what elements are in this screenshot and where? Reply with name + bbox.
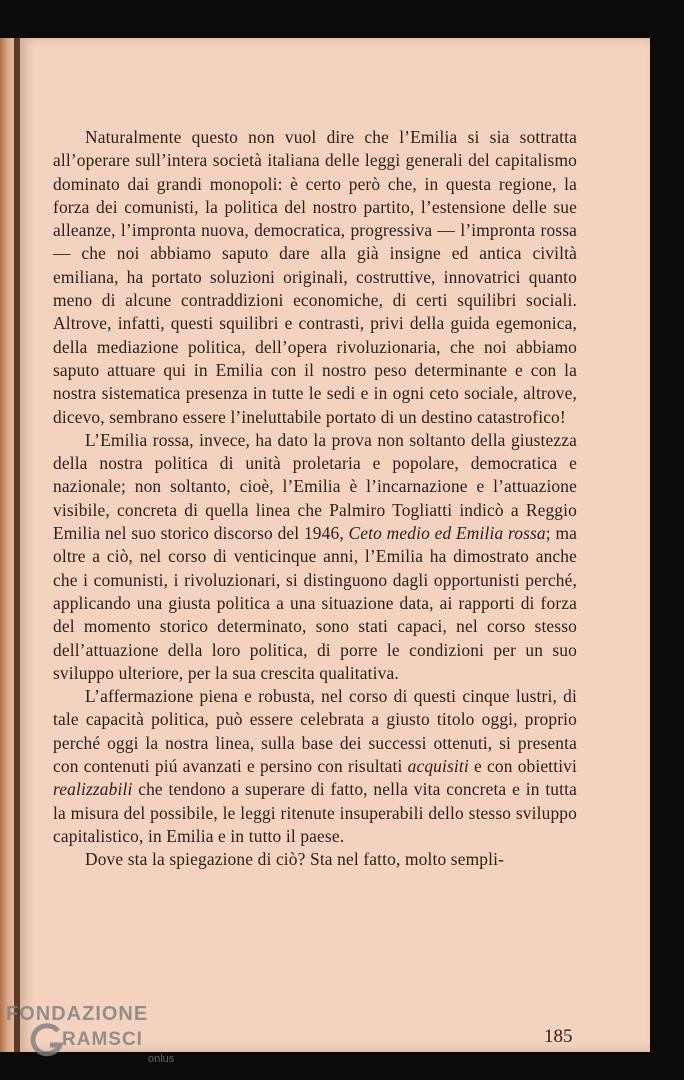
- watermark-line-2: RAMSCI: [62, 1029, 143, 1050]
- text-run: L’Emilia rossa, invece, ha dato la prova non soltanto della giustezza della nostra politica di unità proletaria e popolare, democratica e nazionale; non soltanto, cioè, l’Emilia è l’incarnazione e l’attuazione visibile, concreta di quella linea che Palmiro Togliatti indicò a Reggio Emilia nel suo storico discorso del 1946,: [53, 429, 577, 544]
- previous-page-edge: [0, 38, 14, 1052]
- paragraph-3: [53, 685, 577, 848]
- page-number: 185: [544, 1026, 573, 1047]
- watermark-line-3: onlus: [148, 1053, 175, 1065]
- fondazione-gramsci-watermark: [6, 1003, 176, 1075]
- text-run: che tendono a superare di fatto, nella vita concreta e in tutta la misura del possibile, le leggi ritenute insuperabili dello stesso sviluppo capitalistico, in Emilia e in tutto il paese.: [53, 779, 577, 846]
- paragraph-2: [53, 429, 577, 685]
- italic-word: realizzabili: [53, 779, 133, 800]
- text-run: ; ma oltre a ciò, nel corso di venticinque anni, l’Emilia ha dimostrato anche che i comunisti, i rivoluzionari, si distinguono dagli opportunisti perché, applicando una giusta politica a una situazione data, ai rapporti di forza del momento storico determinato, sono stati capaci, nel corso stesso dell’attuazione della loro politica, di porre le condizioni per un suo sviluppo ulteriore, per la sua crescita qualitativa.: [53, 523, 577, 683]
- body-text: [53, 126, 577, 872]
- paragraph-1: [53, 126, 577, 429]
- watermark-g-ring-icon: [28, 1023, 66, 1057]
- book-page: [20, 38, 650, 1052]
- text-run: Dove sta la spiegazione di ciò? Sta nel fatto, molto sempli-: [85, 849, 505, 870]
- text-run: e con obiettivi: [468, 756, 578, 777]
- paragraph-4: [53, 848, 577, 871]
- italic-title: Ceto medio ed Emilia rossa: [348, 523, 546, 544]
- text-run: L’affermazione piena e robusta, nel corso di questi cinque lustri, di tale capacità politica, può essere celebrata a giusto titolo oggi, proprio perché oggi la nostra linea, sulla base dei successi ottenuti, si presenta con contenuti piú avanzati e persino con risultati: [53, 686, 577, 777]
- watermark-line-1: FONDAZIONE: [6, 1003, 149, 1025]
- italic-word: acquisiti: [407, 756, 469, 777]
- text-run: Naturalmente questo non vuol dire che l’Emilia si sia sottratta all’operare sull’intera società italiana delle leggi generali del capitalismo dominato dai grandi monopoli: è certo però che, in questa regione, la forza dei comunisti, la politica del nostro partito, l’estensione delle sue alleanze, l’impronta nuova, democratica, progressiva — l’impronta rossa — che noi abbiamo saputo dare alla già insigne ed antica civiltà emiliana, ha portato soluzioni originali, costruttive, innovatrici quanto meno di alcune contraddizioni economiche, di certi squilibri sociali. Altrove, infatti, questi squilibri e contrasti, privi della guida egemonica, della mediazione politica, dell’opera rivoluzionaria, che noi abbiamo saputo attuare qui in Emilia con il nostro peso determinante e con la nostra sistematica presenza in tutte le sedi e in ogni ceto sociale, altrove, dicevo, sembrano essere l’ineluttabile portato di un destino catastrofico!: [53, 127, 577, 427]
